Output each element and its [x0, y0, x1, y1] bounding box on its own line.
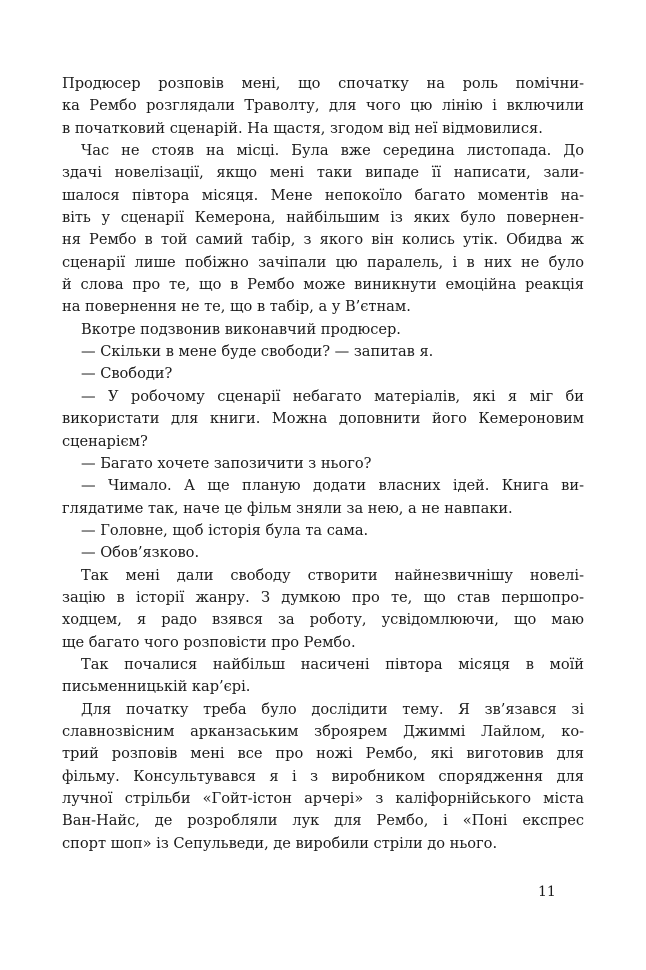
- text-line: в початковий сценарій. На щастя, згодом від неї відмовилися.: [62, 119, 543, 137]
- paragraph: [62, 565, 584, 654]
- text-line: Вкотре подзвонив виконавчий продюсер.: [81, 320, 401, 338]
- paragraph: [62, 453, 584, 475]
- text-line: Продюсер розповів мені, що спочатку на роль помічни-: [62, 75, 584, 92]
- text-line: ка Рембо розглядали Траволту, для чого цю лінію і включили: [62, 97, 584, 115]
- paragraph: [62, 475, 584, 520]
- paragraph: [62, 341, 584, 363]
- text-line: фільму. Консультувався я і з виробником спорядження для: [62, 767, 584, 785]
- text-line: використати для книги. Можна доповнити його Кемероновим: [62, 410, 584, 428]
- paragraph: [62, 699, 584, 855]
- text-line: — Скільки в мене буде свободи? — запитав я.: [81, 343, 434, 361]
- text-line: ходцем, я радо взявся за роботу, усвідомлюючи, що маю: [62, 611, 584, 629]
- paragraph: [62, 520, 584, 542]
- text-line: ня Рембо в той самий табір, з якого він колись утік. Обидва ж: [62, 231, 584, 249]
- text-line: на повернення не те, що в табір, а у В’єтнам.: [62, 298, 411, 316]
- text-line: — Чимало. А ще планую додати власних ідей. Книга ви-: [81, 477, 584, 495]
- text-line: здачі новелізації, якщо мені таки випаде її написати, зали-: [62, 164, 584, 182]
- text-line: ще багато чого розповісти про Рембо.: [62, 633, 356, 651]
- text-line: Для початку треба було дослідити тему. Я зв’язався зі: [81, 700, 584, 718]
- paragraph: [62, 363, 584, 385]
- text-line: сценарієм?: [62, 432, 148, 450]
- paragraph: [62, 319, 584, 341]
- text-line: — Обов’язково.: [81, 544, 200, 562]
- text-line: шалося півтора місяця. Мене непокоїло багато моментів на-: [62, 186, 584, 204]
- text-line: й слова про те, що в Рембо може виникнути емоційна реакція: [62, 276, 584, 294]
- paragraph: [62, 73, 584, 140]
- text-line: Час не стояв на місці. Була вже середина листопада. До: [81, 142, 584, 160]
- text-line: сценарії лише побіжно зачіпали цю паралель, і в них не було: [62, 253, 584, 271]
- text-line: — Головне, щоб історія була та сама.: [81, 521, 369, 539]
- text-line: Так почалися найбільш насичені півтора місяця в моїй: [81, 655, 584, 673]
- paragraph: [62, 386, 584, 453]
- page-number: 11: [538, 884, 556, 900]
- text-line: віть у сценарії Кемерона, найбільшим із яких було повернен-: [62, 209, 584, 227]
- body-text: [62, 73, 584, 855]
- text-line: — Багато хочете запозичити з нього?: [81, 454, 372, 472]
- text-line: — Свободи?: [81, 365, 173, 383]
- text-line: трий розповів мені все про ножі Рембо, які виготовив для: [62, 745, 584, 763]
- paragraph: [62, 140, 584, 319]
- text-line: лучної стрільби «Гойт-істон арчері» з каліфорнійського міста: [62, 790, 584, 807]
- text-line: письменницькій кар’єрі.: [62, 678, 251, 696]
- text-line: — У робочому сценарії небагато матеріалів, які я міг би: [81, 387, 584, 405]
- text-line: славнозвісним арканзаським зброярем Джиммі Лайлом, ко-: [62, 722, 584, 740]
- text-line: зацію в історії жанру. З думкою про те, що став першопро-: [62, 588, 584, 606]
- paragraph: [62, 654, 584, 699]
- text-line: спорт шоп» із Сепульведи, де виробили стріли до нього.: [62, 834, 498, 852]
- paragraph: [62, 542, 584, 564]
- text-line: глядатиме так, наче це фільм зняли за нею, а не навпаки.: [62, 499, 513, 517]
- text-line: Так мені дали свободу створити найнезвичнішу новелі-: [81, 566, 584, 584]
- text-line: Ван-Найс, де розробляли лук для Рембо, і «Поні експрес: [62, 812, 584, 830]
